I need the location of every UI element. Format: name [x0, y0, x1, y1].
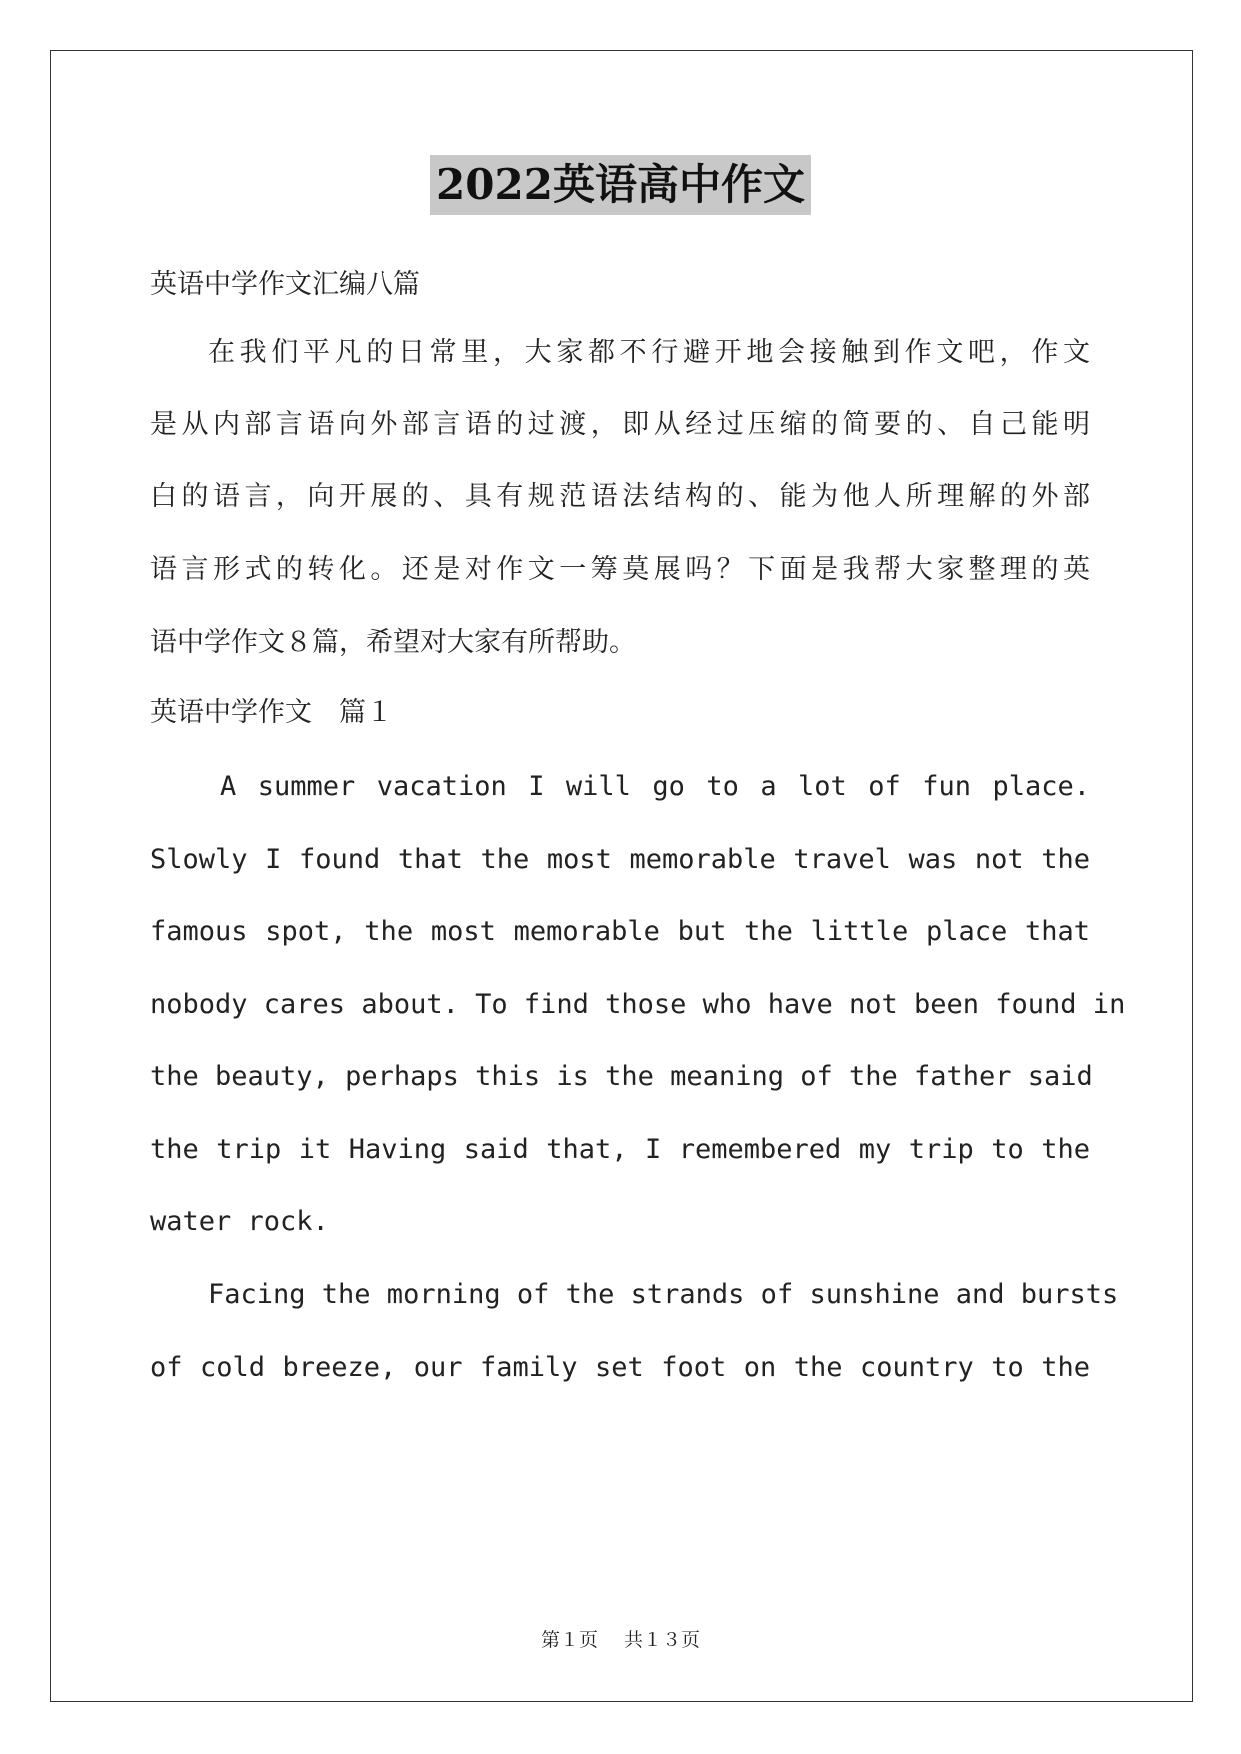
- page-number: 第１页: [540, 1629, 598, 1651]
- paragraph-line: famous spot, the most memorable but the little place that: [150, 916, 1090, 947]
- page-total: 共１３页: [624, 1629, 701, 1651]
- intro-line: 语言形式的转化。还是对作文一筹莫展吗？下面是我帮大家整理的英: [150, 554, 1090, 585]
- page-footer: [0, 1625, 1241, 1652]
- intro-line: 语中学作文８篇，希望对大家有所帮助。: [150, 627, 636, 658]
- paragraph-line: Slowly I found that the most memorable travel was not the: [150, 844, 1090, 875]
- document-title: 2022英语高中作文: [430, 155, 811, 215]
- title-container: [0, 155, 1241, 215]
- paragraph-line: nobody cares about. To find those who have not been found in: [150, 989, 1126, 1020]
- section-heading: 英语中学作文 篇１: [150, 697, 393, 728]
- paragraph-line: Facing the morning of the strands of sunshine and bursts: [208, 1279, 1119, 1310]
- intro-line: 白的语言，向开展的、具有规范语法结构的、能为他人所理解的外部: [150, 481, 1090, 512]
- paragraph-line: the trip it Having said that, I remembered my trip to the: [150, 1134, 1090, 1165]
- paragraph-line: of cold breeze, our family set foot on the country to the: [150, 1352, 1090, 1383]
- paragraph-line: water rock.: [150, 1206, 329, 1237]
- intro-line: 是从内部言语向外部言语的过渡，即从经过压缩的简要的、自己能明: [150, 409, 1090, 440]
- subtitle: 英语中学作文汇编八篇: [150, 269, 420, 300]
- paragraph-line: the beauty, perhaps this is the meaning of the father said: [150, 1061, 1093, 1092]
- intro-line: 在我们平凡的日常里，大家都不行避开地会接触到作文吧，作文: [208, 337, 1090, 368]
- paragraph-line: A summer vacation I will go to a lot of fun place.: [220, 771, 1090, 802]
